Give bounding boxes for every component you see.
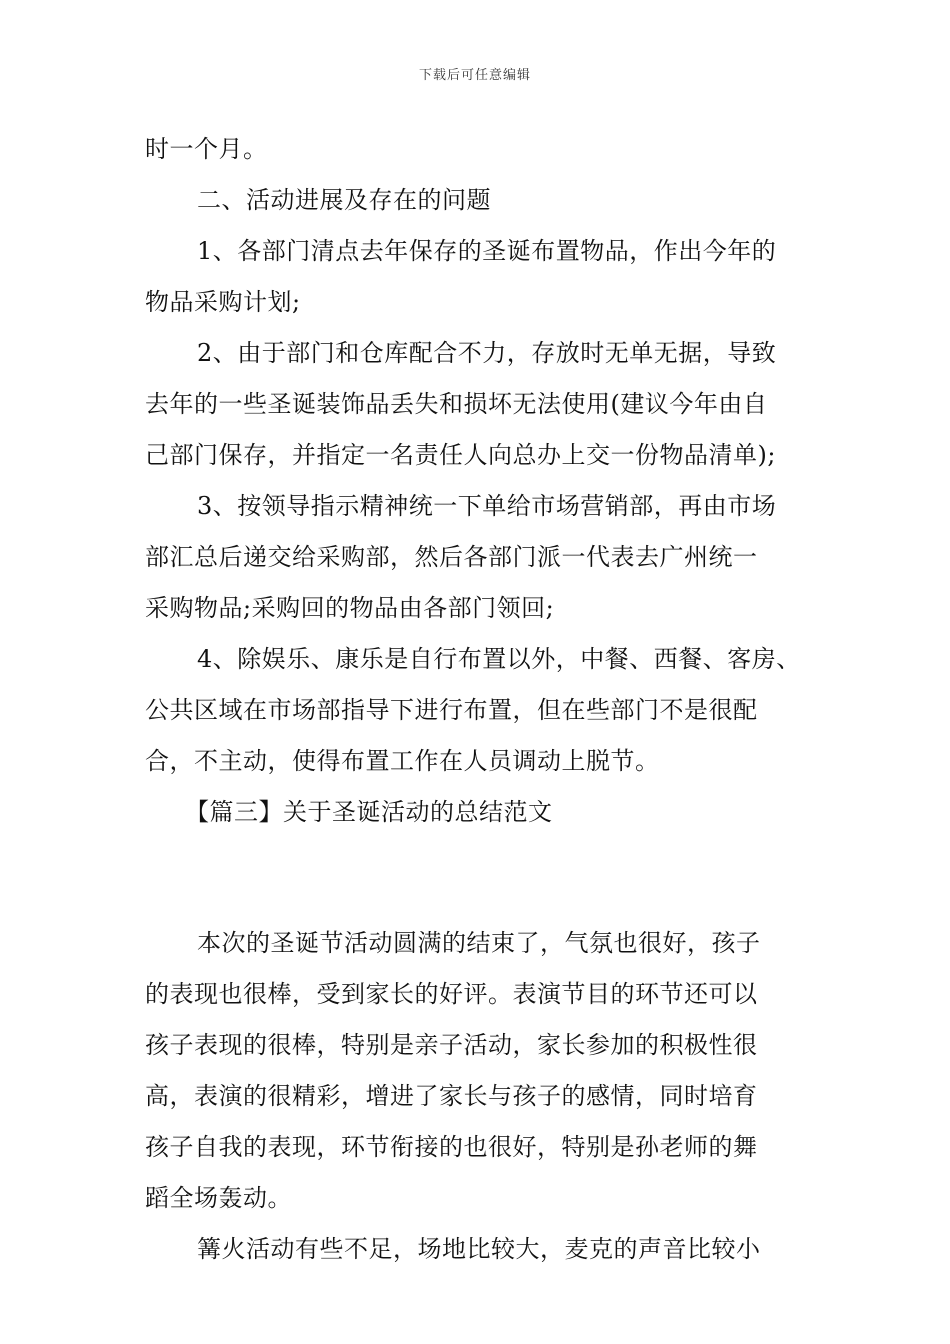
document-body: [145, 124, 817, 1275]
text-line: 物品采购计划;: [145, 288, 301, 316]
page-header: 下载后可任意编辑: [418, 68, 531, 83]
text-line: 己部门保存，并指定一名责任人向总办上交一份物品清单);: [145, 441, 776, 469]
text-line: 去年的一些圣诞装饰品丢失和损坏无法使用(建议今年由自: [145, 390, 768, 418]
text-line: 的表现也很棒，受到家长的好评。表演节目的环节还可以: [145, 980, 758, 1008]
text-line: 篝火活动有些不足，场地比较大，麦克的声音比较小: [197, 1235, 761, 1263]
text-line: 本次的圣诞节活动圆满的结束了，气氛也很好，孩子: [197, 929, 761, 957]
text-line: 孩子表现的很棒，特别是亲子活动，家长参加的积极性很: [145, 1031, 758, 1059]
text-line: 蹈全场轰动。: [145, 1184, 292, 1212]
text-line: 1、各部门清点去年保存的圣诞布置物品，作出今年的: [197, 237, 777, 265]
article-title: 【篇三】关于圣诞活动的总结范文: [185, 798, 553, 826]
text-line: 公共区域在市场部指导下进行布置，但在些部门不是很配: [145, 696, 758, 724]
text-line: 合，不主动，使得布置工作在人员调动上脱节。: [145, 747, 660, 775]
text-line: 时一个月。: [145, 135, 268, 163]
text-line: 采购物品;采购回的物品由各部门领回;: [145, 594, 555, 622]
text-line: 部汇总后递交给采购部，然后各部门派一代表去广州统一: [145, 543, 758, 571]
text-line: 高，表演的很精彩，增进了家长与孩子的感情，同时培育: [145, 1082, 758, 1110]
text-line: 孩子自我的表现，环节衔接的也很好，特别是孙老师的舞: [145, 1133, 758, 1161]
text-line: 2、由于部门和仓库配合不力，存放时无单无据，导致: [197, 339, 777, 367]
text-line: 4、除娱乐、康乐是自行布置以外，中餐、西餐、客房、: [197, 645, 801, 673]
text-line: 3、按领导指示精神统一下单给市场营销部，再由市场: [197, 492, 777, 520]
spacer: [145, 838, 817, 918]
section-heading: 二、活动进展及存在的问题: [197, 186, 491, 214]
